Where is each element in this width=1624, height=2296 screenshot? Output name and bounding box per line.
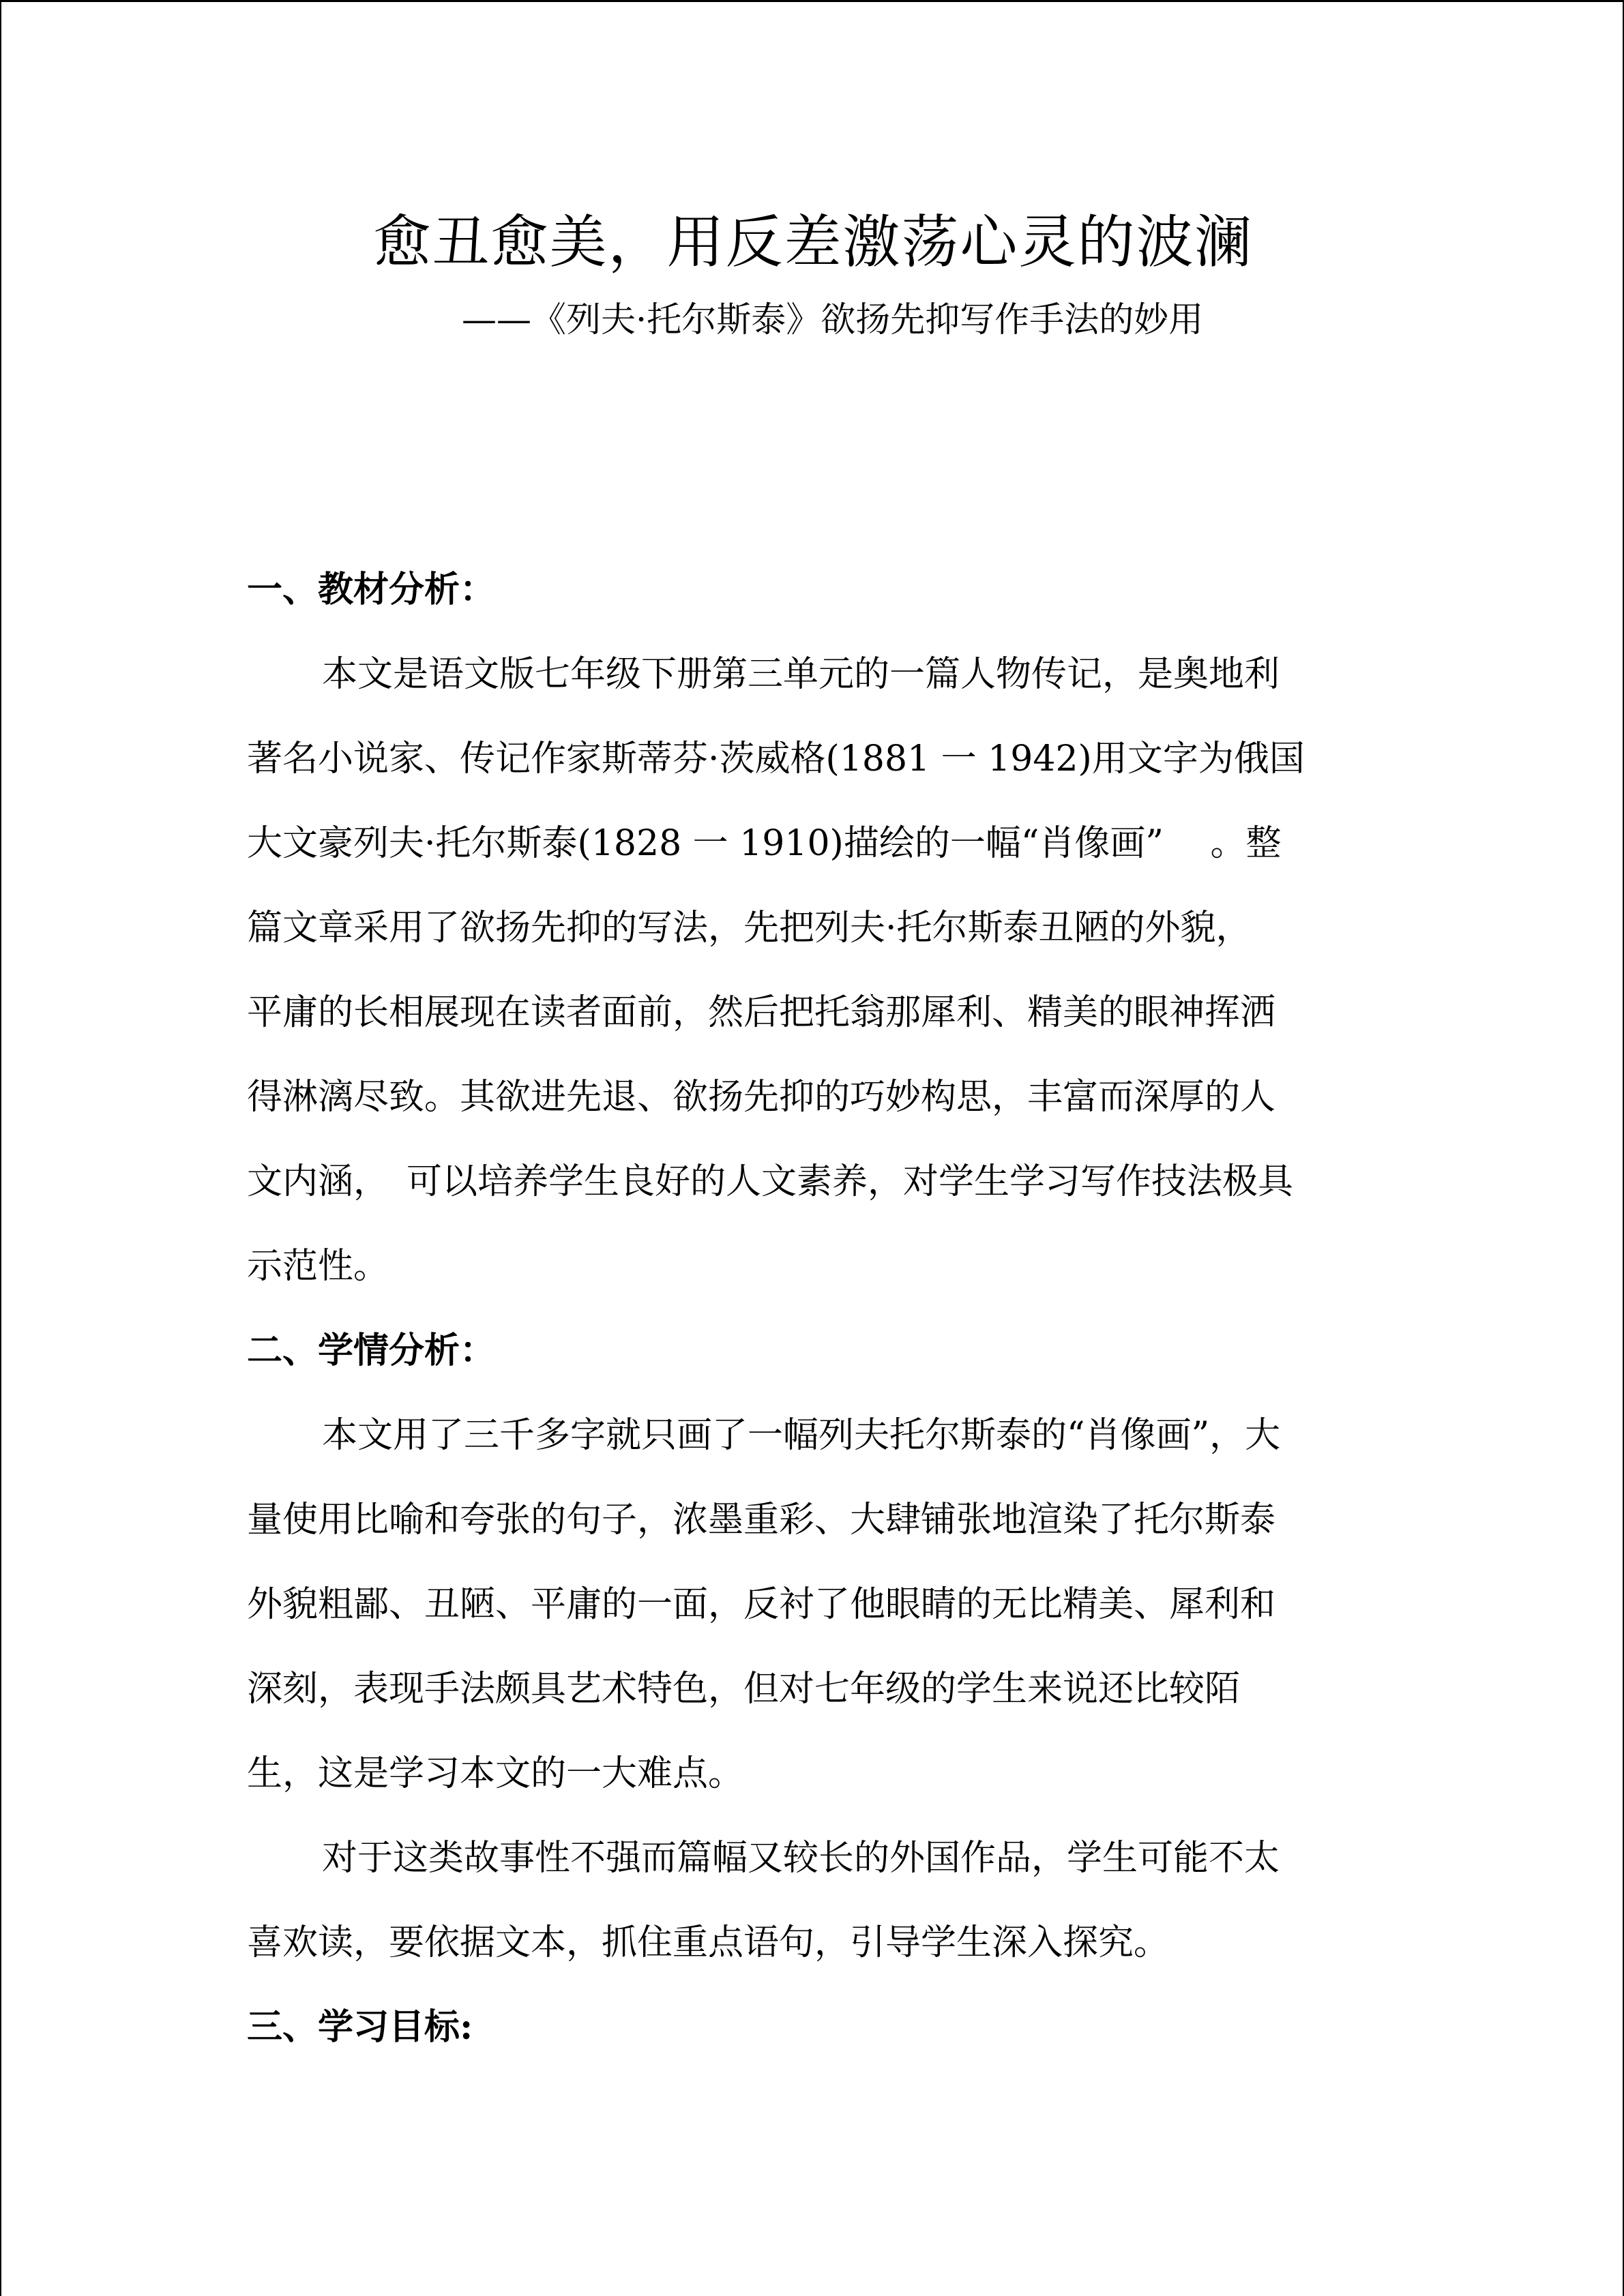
section-heading-learner-analysis: 二、学情分析：: [247, 1330, 496, 1371]
document-title: 愈丑愈美，用反差激荡心灵的波澜: [373, 209, 1254, 275]
section-heading-textbook-analysis: 一、教材分析：: [247, 569, 496, 610]
paragraph-line: 生，这是学习本文的一大难点。: [247, 1753, 744, 1794]
document-body: [247, 548, 1383, 2070]
paragraph-line: 量使用比喻和夸张的句子，浓墨重彩、大肆铺张地渲染了托尔斯泰: [247, 1500, 1276, 1540]
paragraph-line: 篇文章采用了欲扬先抑的写法，先把列夫·托尔斯泰丑陋的外貌，: [247, 908, 1252, 949]
paragraph-line: 喜欢读，要依据文本，抓住重点语句，引导学生深入探究。: [247, 1922, 1170, 1963]
paragraph-line: 大文豪列夫·托尔斯泰(1828 一 1910)描绘的一幅“肖像画” 。整: [247, 823, 1282, 864]
paragraph-line: 深刻，表现手法颇具艺术特色，但对七年级的学生来说还比较陌: [247, 1669, 1241, 1710]
section-heading-learning-objectives: 三、学习目标:: [247, 2006, 473, 2048]
paragraph-line: 著名小说家、传记作家斯蒂芬·茨威格(1881 一 1942)用文字为俄国: [247, 739, 1305, 779]
paragraph-line: 文内涵， 可以培养学生良好的人文素养，对学生学习写作技法极具: [247, 1161, 1294, 1202]
paragraph-line: 本文用了三千多字就只画了一幅列夫托尔斯泰的“肖像画”，大: [322, 1415, 1281, 1456]
paragraph-line: 外貌粗鄙、丑陋、平庸的一面，反衬了他眼睛的无比精美、犀利和: [247, 1584, 1276, 1625]
paragraph-line: 得淋漓尽致。其欲进先退、欲扬先抑的巧妙构思，丰富而深厚的人: [247, 1077, 1276, 1118]
paragraph-line: 对于这类故事性不强而篇幅又较长的外国作品，学生可能不太: [322, 1838, 1280, 1879]
document-subtitle: ——《列夫·托尔斯泰》欲扬先抑写作手法的妙用: [462, 300, 1204, 340]
paragraph-line: 示范性。: [247, 1246, 389, 1287]
paragraph-line: 本文是语文版七年级下册第三单元的一篇人物传记，是奥地利: [322, 654, 1280, 695]
paragraph-line: 平庸的长相展现在读者面前，然后把托翁那犀利、精美的眼神挥洒: [247, 992, 1276, 1033]
